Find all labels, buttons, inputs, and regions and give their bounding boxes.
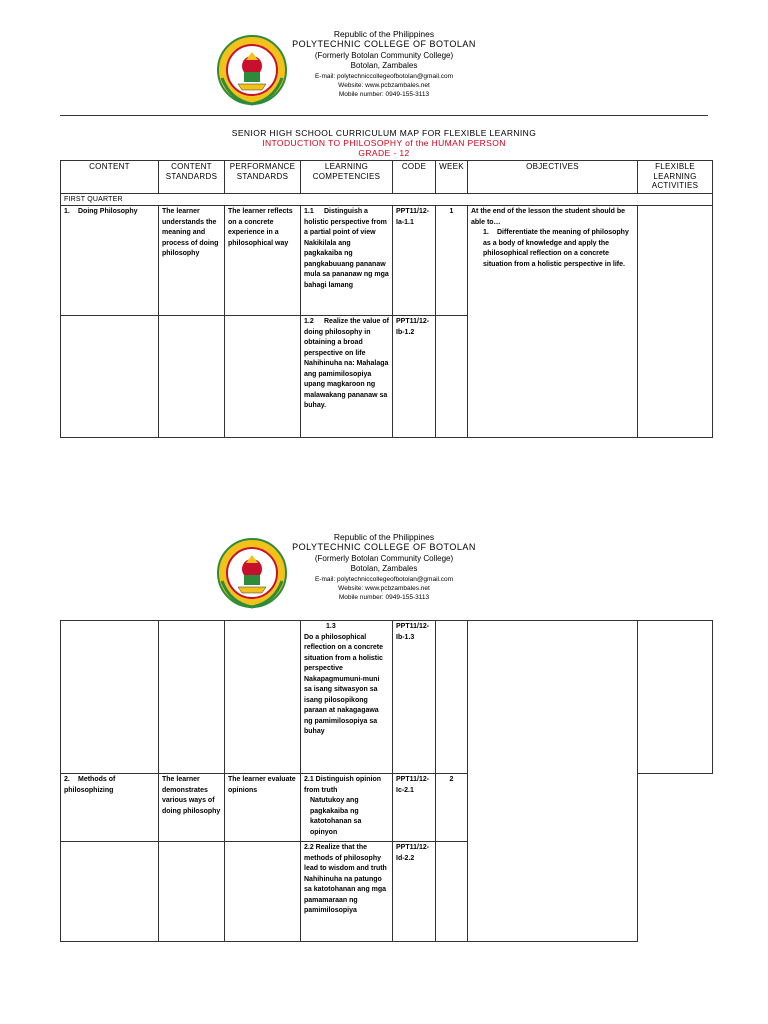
address-line: Botolan, Zambales [350, 564, 418, 573]
col-performance-standards: PERFORMANCE STANDARDS [225, 161, 301, 194]
performance-standard-cell: The learner evaluate opinions [225, 774, 301, 842]
republic-line: Republic of the Philippines [333, 29, 435, 39]
mobile-line: Mobile number: 0949-155-3113 [338, 594, 430, 601]
col-learning-competencies: LEARNING COMPETENCIES [301, 161, 393, 194]
content-text: Methods of philosophizing [64, 776, 116, 794]
competency-number: 1.2 [304, 318, 314, 325]
col-content-standards: CONTENT STANDARDS [159, 161, 225, 194]
content-text: Doing Philosophy [78, 208, 138, 215]
week-cell-empty [436, 621, 468, 774]
college-name: POLYTECHNIC COLLEGE OF BOTOLAN [292, 542, 476, 552]
mobile-line: Mobile number: 0949-155-3113 [338, 91, 430, 98]
content-standard-cell-empty [159, 621, 225, 774]
col-week: WEEK [436, 161, 468, 194]
competency-filipino: Natutukoy ang pagkakaiba ng katotohanan sa opinyon [310, 797, 362, 836]
content-standard-cell-empty [159, 842, 225, 942]
document-title: SENIOR HIGH SCHOOL CURRICULUM MAP FOR FLEXIBLE LEARNING [231, 128, 537, 138]
week-cell-empty [436, 842, 468, 942]
content-standard-cell: The learner understands the meaning and process of doing philosophy [159, 206, 225, 316]
content-cell-empty [61, 621, 159, 774]
week-cell: 2 [436, 774, 468, 842]
code-cell: PPT11/12-Ib-1.3 [393, 621, 436, 774]
formerly-line: (Formerly Botolan Community College) [314, 554, 454, 563]
email-line: E-mail: polytechniccollegeofbotolan@gmail.com [314, 73, 454, 80]
republic-line: Republic of the Philippines [333, 532, 435, 542]
address-line: Botolan, Zambales [350, 61, 418, 70]
competency-line [304, 622, 389, 633]
content-standard-cell: The learner demonstrates various ways of doing philosophy [159, 774, 225, 842]
objectives-intro: At the end of the lesson the student should be able to… [471, 208, 626, 226]
code-cell: PPT11/12-Ib-1.2 [393, 316, 436, 438]
col-flexible-activities: FLEXIBLE LEARNING ACTIVITIES [638, 161, 713, 194]
competency-filipino: Nakikilala ang pagkakaiba ng pangkabuuang pananaw mula sa pananaw ng mga bahagi lamang [304, 239, 389, 289]
performance-standard-cell-empty [225, 842, 301, 942]
objectives-cell-empty [468, 621, 638, 942]
website-line: Website: www.pcbzambales.net [338, 585, 430, 592]
competency-cell [301, 621, 393, 774]
code-cell: PPT11/12-Id-2.2 [393, 842, 436, 942]
flexible-activities-cell-empty [638, 621, 713, 774]
competency-number: 1.1 [304, 208, 314, 215]
grade-level: GRADE - 12 [358, 148, 410, 158]
col-objectives: OBJECTIVES [468, 161, 638, 194]
performance-standard-cell: The learner reflects on a concrete experience in a philosophical way [225, 206, 301, 316]
subject-title: INTODUCTION TO PHILOSOPHY of the HUMAN PERSON [262, 138, 506, 148]
performance-standard-cell-empty [225, 621, 301, 774]
college-name: POLYTECHNIC COLLEGE OF BOTOLAN [292, 39, 476, 49]
competency-text: Do a philosophical reflection on a concrete situation from a holistic perspective [304, 633, 383, 672]
objective-text: Differentiate the meaning of philosophy as a body of knowledge and apply the philosophical reflection on a concrete situation from a holistic perspective in life. [483, 229, 629, 268]
curriculum-table-2 [60, 620, 713, 942]
quarter-label: FIRST QUARTER [61, 194, 713, 206]
competency-filipino: Nakapagmumuni-muni sa isang sitwasyon sa isang pilosopikong paraan at nakagagawa ng pamimilosopiya sa buhay [304, 675, 380, 735]
competency-text: Realize the value of doing philosophy in obtaining a broad perspective on life [304, 318, 389, 357]
competency-text: 2.2 Realize that the methods of philosophy lead to wisdom and truth [304, 844, 387, 872]
week-cell: 1 [436, 206, 468, 316]
competency-filipino: Nahihinuha na patungo sa katotohanan ang mga pamamaraan ng pamimilosopiya [304, 875, 387, 914]
objective-number: 1. [483, 229, 489, 236]
content-number: 2. [64, 776, 70, 783]
code-cell: PPT11/12-Ic-2.1 [393, 774, 436, 842]
competency-cell [301, 842, 393, 942]
competency-filipino: Nahihinuha na: Mahalaga ang pamimilosopiya upang magkaroon ng malawakang pananaw sa buhay. [304, 360, 389, 409]
table-row [61, 621, 713, 774]
competency-cell [301, 774, 393, 842]
code-cell: PPT11/12-Ia-1.1 [393, 206, 436, 316]
formerly-line: (Formerly Botolan Community College) [314, 51, 454, 60]
content-cell [61, 774, 159, 842]
content-number: 1. [64, 208, 70, 215]
col-content: CONTENT [61, 161, 159, 194]
col-code: CODE [393, 161, 436, 194]
competency-text: Distinguish a holistic perspective from a partial point of view [304, 208, 387, 236]
content-cell-empty [61, 842, 159, 942]
website-line: Website: www.pcbzambales.net [338, 82, 430, 89]
competency-text: 2.1 Distinguish opinion from truth [304, 776, 381, 794]
competency-number: 1.3 [326, 623, 336, 630]
email-line: E-mail: polytechniccollegeofbotolan@gmail.com [314, 576, 454, 583]
flexible-activities-cell-empty [638, 774, 713, 942]
